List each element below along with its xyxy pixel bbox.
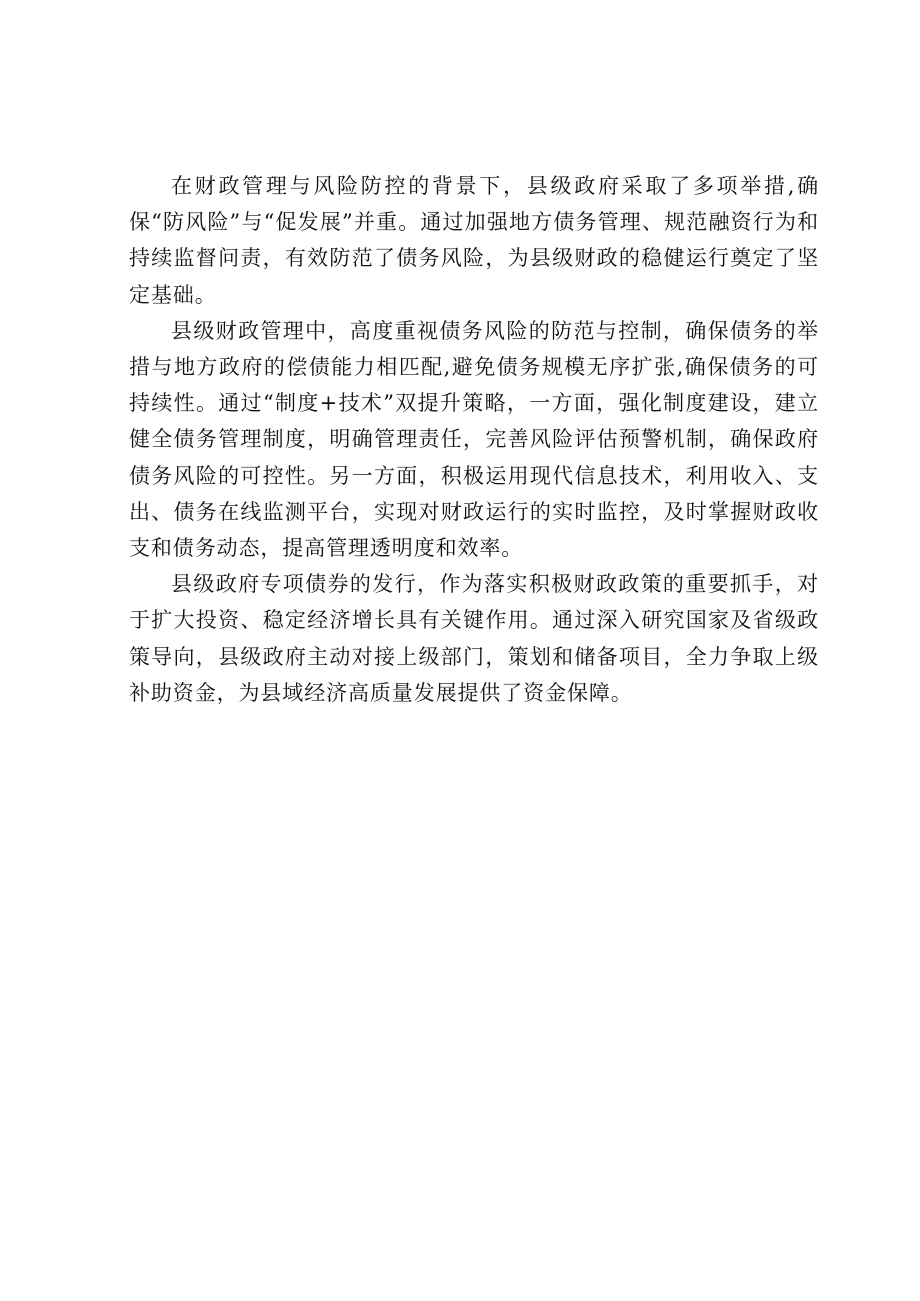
paragraph-2: 县级财政管理中，高度重视债务风险的防范与控制，确保债务的举措与地方政府的偿债能力相匹配,避免债务规模无序扩张,确保债务的可持续性。通过“制度+技术”双提升策略，一方面，强化制度建设，建立健全债务管理制度，明确管理责任，完善风险评估预警机制，确保政府债务风险的可控性。另一方面，积极运用现代信息技术，利用收入、支出、债务在线监测平台，实现对财政运行的实时监控，及时掌握财政收支和债务动态，提高管理透明度和效率。 xyxy=(129,318,819,561)
paragraph-3: 县级政府专项债券的发行，作为落实积极财政政策的重要抓手，对于扩大投资、稳定经济增长具有关键作用。通过深入研究国家及省级政策导向，县级政府主动对接上级部门，策划和储备项目，全力争取上级补助资金，为县域经济高质量发展提供了资金保障。 xyxy=(129,572,819,705)
paragraph-1: 在财政管理与风险防控的背景下，县级政府采取了多项举措,确保“防风险”与“促发展”并重。通过加强地方债务管理、规范融资行为和持续监督问责，有效防范了债务风险，为县级财政的稳健运行奠定了坚定基础。 xyxy=(129,174,819,307)
document-body xyxy=(129,168,819,711)
